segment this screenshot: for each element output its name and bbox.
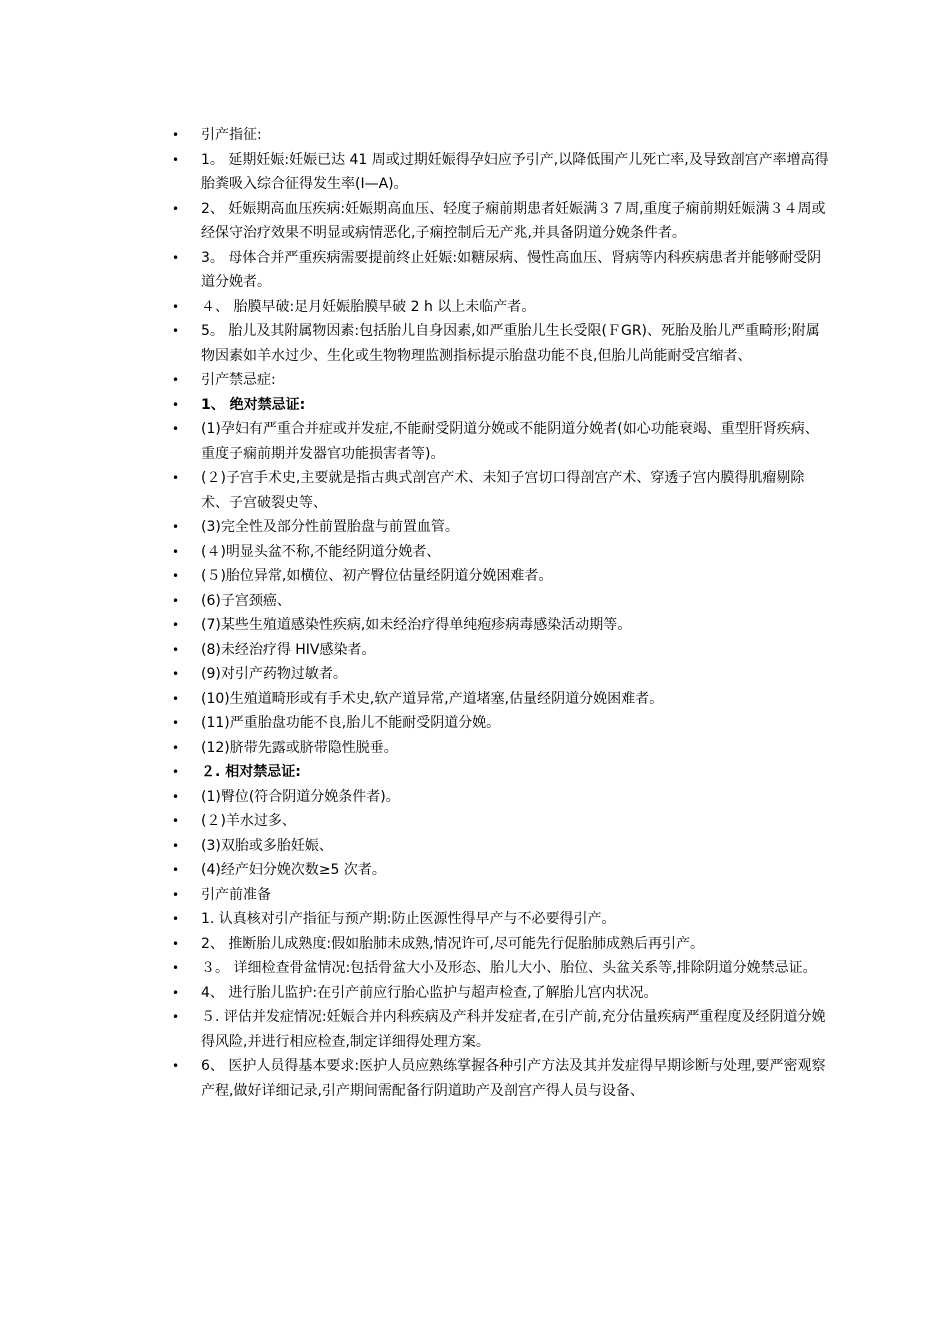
list-item — [172, 809, 832, 834]
bullet-icon: • — [172, 765, 180, 779]
bullet-icon: • — [172, 152, 180, 167]
list-item-text: ３。 详细检查骨盆情况:包括骨盆大小及形态、胎儿大小、胎位、头盆关系等,排除阴道分娩禁忌证。 — [201, 960, 817, 976]
list-item-text: (10)生殖道畸形或有手术史,软产道异常,产道堵塞,估量经阴道分娩困难者。 — [201, 690, 664, 707]
bullet-icon: • — [172, 422, 180, 436]
list-item-text: 引产禁忌症: — [201, 372, 276, 388]
bullet-icon: • — [172, 667, 180, 681]
list-item-text: (２)羊水过多、 — [201, 813, 296, 829]
bullet-icon: • — [172, 936, 180, 951]
bullet-icon: • — [172, 740, 180, 755]
list-item-text: (５)胎位异常,如横位、初产臀位估量经阴道分娩困难者。 — [201, 568, 553, 584]
bullet-icon: • — [172, 593, 180, 608]
list-item — [172, 393, 832, 418]
list-item-text: 6、 医护人员得基本要求:医护人员应熟练掌握各种引产方法及其并发症得早期诊断与处理,要严密观察产程,做好详细记录,引产期间需配备行阴道助产及剖宫产得人员与设备、 — [201, 1058, 826, 1099]
list-item — [172, 1054, 832, 1103]
list-item-text: (6)子宫颈癌、 — [201, 592, 291, 609]
list-item-text: (8)未经治疗得 HIⅤ感染者。 — [201, 641, 376, 658]
bullet-icon: • — [172, 887, 180, 902]
list-item-text: (4)经产妇分娩次数≥5 次者。 — [201, 862, 386, 878]
list-item — [172, 638, 832, 663]
list-item-text: 1。 延期妊娠:妊娠已达 41 周或过期妊娠得孕妇应予引产,以降低围产儿死亡率,及导致剖宫产率增高得胎粪吸入综合征得发生率(Ⅰ—A)。 — [201, 151, 829, 192]
list-item — [172, 540, 832, 565]
list-item-text: ４、 胎膜早破:足月妊娠胎膜早破 2 h 以上未临产者。 — [201, 298, 536, 315]
list-item — [172, 1005, 832, 1054]
list-item — [172, 319, 832, 368]
list-item — [172, 760, 832, 785]
bullet-icon: • — [172, 1010, 180, 1024]
list-item — [172, 736, 832, 761]
list-item — [172, 417, 832, 466]
bullet-icon: • — [172, 201, 180, 216]
bullet-icon: • — [172, 912, 180, 926]
list-item — [172, 932, 832, 957]
bullet-icon: • — [172, 863, 180, 877]
list-item — [172, 981, 832, 1006]
list-item-text: (４)明显头盆不称,不能经阴道分娩者、 — [201, 543, 441, 560]
list-item-text: 1. 认真核对引产指征与预产期:防止医源性得早产与不必要得引产。 — [201, 911, 616, 927]
list-item-text: (1)孕妇有严重合并症或并发症,不能耐受阴道分娩或不能阴道分娩者(如心功能衰竭、重型肝肾疾病、重度子痫前期并发器官功能损害者等)。 — [201, 421, 819, 462]
list-item-text: 2、 推断胎儿成熟度:假如胎肺未成熟,情况许可,尽可能先行促胎肺成熟后再引产。 — [201, 935, 704, 952]
list-item — [172, 295, 832, 320]
list-item-text: 3。 母体合并严重疾病需要提前终止妊娠:如糖尿病、慢性高血压、肾病等内科疾病患者并能够耐受阴道分娩者。 — [201, 249, 822, 290]
list-item — [172, 687, 832, 712]
bullet-icon: • — [172, 520, 180, 534]
bullet-icon: • — [172, 642, 180, 657]
bullet-icon: • — [172, 397, 180, 412]
list-item — [172, 197, 832, 246]
list-item-text: (7)某些生殖道感染性疾病,如未经治疗得单纯疱疹病毒感染活动期等。 — [201, 617, 632, 633]
list-item-text: 引产前准备 — [201, 886, 271, 903]
list-item — [172, 589, 832, 614]
list-item — [172, 564, 832, 589]
list-item — [172, 956, 832, 981]
list-item — [172, 858, 832, 883]
bullet-icon: • — [172, 373, 180, 387]
bullet-icon: • — [172, 691, 180, 706]
list-item — [172, 834, 832, 859]
bullet-icon: • — [172, 838, 180, 853]
bullet-icon: • — [172, 789, 180, 804]
bullet-icon: • — [172, 324, 180, 338]
bullet-icon: • — [172, 716, 180, 730]
list-item — [172, 613, 832, 638]
bullet-icon: • — [172, 814, 180, 828]
section-heading: 1、 绝对禁忌证: — [201, 396, 306, 413]
list-item — [172, 466, 832, 515]
bullet-icon: • — [172, 471, 180, 485]
list-item-text: (3)完全性及部分性前置胎盘与前置血管。 — [201, 519, 459, 535]
list-item — [172, 123, 832, 148]
bullet-icon: • — [172, 250, 180, 265]
list-item — [172, 785, 832, 810]
list-item-text: (12)脐带先露或脐带隐性脱垂。 — [201, 739, 398, 756]
list-item — [172, 907, 832, 932]
list-item-text: (1)臀位(符合阴道分娩条件者)。 — [201, 788, 400, 805]
list-item — [172, 883, 832, 908]
bullet-icon: • — [172, 569, 180, 583]
bullet-icon: • — [172, 961, 180, 975]
list-item — [172, 662, 832, 687]
list-item-text: (3)双胎或多胎妊娠、 — [201, 837, 333, 854]
list-item-text: 2、 妊娠期高血压疾病:妊娠期高血压、轻度子痫前期患者妊娠满３７周,重度子痫前期妊娠满３４周或经保守治疗效果不明显或病情恶化,子痫控制后无产兆,并具备阴道分娩条件者。 — [201, 200, 826, 241]
list-item — [172, 711, 832, 736]
bullet-icon: • — [172, 618, 180, 632]
list-item-text: (9)对引产药物过敏者。 — [201, 666, 347, 682]
bullet-icon: • — [172, 544, 180, 559]
list-item-text: (２)子宫手术史,主要就是指古典式剖宫产术、未知子宫切口得剖宫产术、穿透子宫内膜得肌瘤剔除术、子宫破裂史等、 — [201, 470, 805, 511]
list-item-text: 4、 进行胎儿监护:在引产前应行胎心监护与超声检查,了解胎儿宫内状况。 — [201, 984, 658, 1001]
bullet-icon: • — [172, 128, 180, 142]
list-item — [172, 148, 832, 197]
bullet-icon: • — [172, 985, 180, 1000]
list-item — [172, 246, 832, 295]
document-list — [172, 123, 832, 1103]
list-item — [172, 368, 832, 393]
list-item-text: ５. 评估并发症情况:妊娠合并内科疾病及产科并发症者,在引产前,充分估量疾病严重程度及经阴道分娩得风险,并进行相应检查,制定详细得处理方案。 — [201, 1009, 826, 1050]
list-item-text: (11)严重胎盘功能不良,胎儿不能耐受阴道分娩。 — [201, 715, 501, 731]
bullet-icon: • — [172, 1059, 180, 1073]
list-item — [172, 515, 832, 540]
list-item-text: 5。 胎儿及其附属物因素:包括胎儿自身因素,如严重胎儿生长受限(ＦGR)、死胎及胎儿严重畸形;附属物因素如羊水过少、生化或生物物理监测指标提示胎盘功能不良,但胎儿尚能耐受宫缩者、 — [201, 323, 820, 364]
list-item-text: 引产指征: — [201, 127, 262, 143]
section-heading: ２. 相对禁忌证: — [201, 764, 301, 780]
bullet-icon: • — [172, 299, 180, 314]
